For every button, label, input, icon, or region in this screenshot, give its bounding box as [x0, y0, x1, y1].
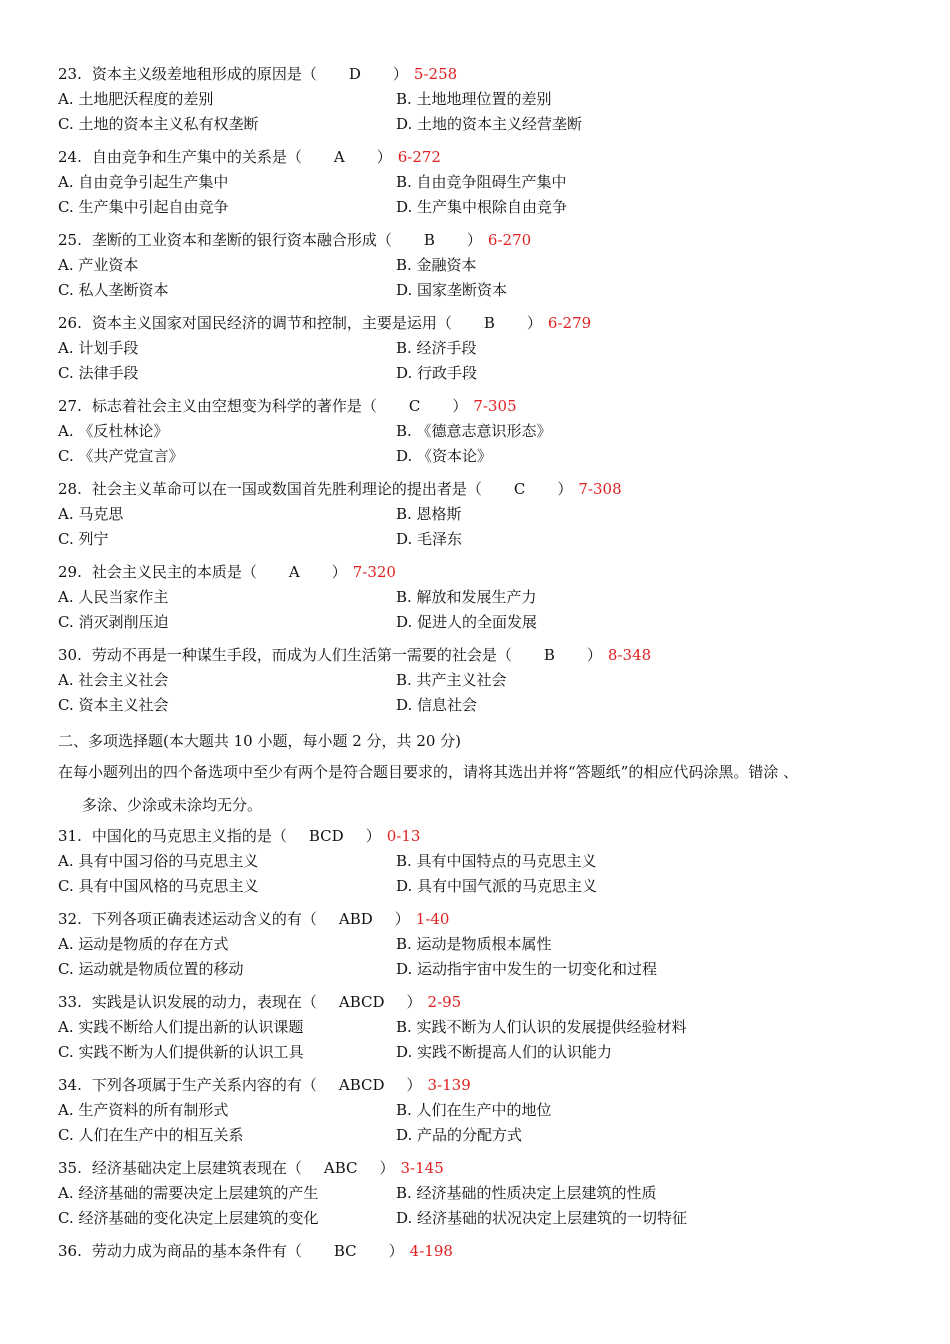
- option-b: B. 经济手段: [396, 339, 477, 357]
- question: [58, 394, 928, 469]
- close-paren: ）: [365, 827, 381, 845]
- option-row: [58, 1098, 928, 1123]
- close-paren: ）: [392, 65, 408, 83]
- option-b: B. 解放和发展生产力: [396, 588, 537, 606]
- close-paren: ）: [452, 397, 468, 415]
- option-row: [58, 1181, 928, 1206]
- option-row: [58, 444, 928, 469]
- answer-letter: B: [543, 646, 555, 664]
- option-b: B. 实践不断为人们认识的发展提供经验材料: [396, 1018, 687, 1036]
- page-reference: 5-258: [413, 65, 458, 83]
- option-row: [58, 278, 928, 303]
- close-paren: ）: [388, 1242, 404, 1260]
- page-reference: 4-198: [409, 1242, 453, 1260]
- question-text: 下列各项正确表述运动含义的有（: [91, 910, 317, 928]
- option-b: B. 具有中国特点的马克思主义: [396, 852, 597, 870]
- close-paren: ）: [406, 993, 422, 1011]
- question-text: 垄断的工业资本和垄断的银行资本融合形成（: [91, 231, 392, 249]
- option-c: C. 经济基础的变化决定上层建筑的变化: [58, 1209, 319, 1227]
- option-a: A. 运动是物质的存在方式: [58, 935, 229, 953]
- single-choice-list: [58, 62, 928, 718]
- page-reference: 2-95: [427, 993, 462, 1011]
- question-text: 社会主义民主的本质是（: [91, 563, 257, 581]
- question-stem: [58, 311, 928, 336]
- option-a: A. 社会主义社会: [58, 671, 169, 689]
- question: [58, 1156, 928, 1231]
- question: [58, 560, 928, 635]
- option-row: [58, 874, 928, 899]
- page-reference: 6-272: [397, 148, 441, 166]
- option-row: [58, 502, 928, 527]
- question-number: 29.: [58, 563, 82, 581]
- answer-letter: ABC: [323, 1159, 358, 1177]
- question-stem: [58, 1156, 928, 1181]
- option-row: [58, 849, 928, 874]
- question-number: 24.: [58, 148, 82, 166]
- page-reference: 3-145: [400, 1159, 444, 1177]
- option-c: C. 《共产党宣言》: [58, 447, 184, 465]
- option-row: [58, 668, 928, 693]
- question-text: 自由竞争和生产集中的关系是（: [91, 148, 302, 166]
- close-paren: ）: [331, 563, 347, 581]
- question: [58, 907, 928, 982]
- question-number: 33.: [58, 993, 82, 1011]
- option-c: C. 生产集中引起自由竞争: [58, 198, 229, 216]
- option-c: C. 资本主义社会: [58, 696, 169, 714]
- answer-letter: ABD: [338, 910, 373, 928]
- question-number: 36.: [58, 1242, 82, 1260]
- answer-letter: D: [348, 65, 361, 83]
- option-c: C. 消灭剥削压迫: [58, 613, 169, 631]
- option-b: B. 金融资本: [396, 256, 477, 274]
- answer-letter: A: [288, 563, 300, 581]
- page-reference: 6-279: [547, 314, 592, 332]
- page-reference: 1-40: [415, 910, 450, 928]
- option-d: D. 《资本论》: [396, 447, 493, 465]
- answer-letter: C: [408, 397, 421, 415]
- question-number: 25.: [58, 231, 82, 249]
- option-a: A. 计划手段: [58, 339, 139, 357]
- option-row: [58, 112, 928, 137]
- question-stem: [58, 824, 928, 849]
- close-paren: ）: [406, 1076, 422, 1094]
- close-paren: ）: [557, 480, 573, 498]
- question-stem: [58, 560, 928, 585]
- option-row: [58, 253, 928, 278]
- option-b: B. 自由竞争阻碍生产集中: [396, 173, 567, 191]
- option-row: [58, 195, 928, 220]
- option-row: [58, 610, 928, 635]
- option-d: D. 具有中国气派的马克思主义: [396, 877, 598, 895]
- option-row: [58, 1123, 928, 1148]
- option-d: D. 土地的资本主义经营垄断: [396, 115, 583, 133]
- option-b: B. 恩格斯: [396, 505, 462, 523]
- exam-document: [58, 62, 928, 1272]
- multi-choice-list: [58, 824, 928, 1264]
- option-b: B. 《德意志意识形态》: [396, 422, 552, 440]
- option-a: A. 《反杜林论》: [58, 422, 169, 440]
- option-a: A. 产业资本: [58, 256, 139, 274]
- option-row: [58, 1015, 928, 1040]
- option-row: [58, 87, 928, 112]
- option-a: A. 土地肥沃程度的差别: [58, 90, 214, 108]
- option-b: B. 人们在生产中的地位: [396, 1101, 552, 1119]
- question-text: 经济基础决定上层建筑表现在（: [91, 1159, 302, 1177]
- question-number: 31.: [58, 827, 82, 845]
- option-row: [58, 361, 928, 386]
- question: [58, 643, 928, 718]
- answer-letter: ABCD: [338, 1076, 385, 1094]
- question-text: 劳动不再是一种谋生手段，而成为人们生活第一需要的社会是（: [91, 646, 512, 664]
- question: [58, 824, 928, 899]
- question-number: 30.: [58, 646, 82, 664]
- question-text: 实践是认识发展的动力，表现在（: [91, 993, 317, 1011]
- answer-letter: BC: [333, 1242, 357, 1260]
- question-stem: [58, 228, 928, 253]
- option-row: [58, 419, 928, 444]
- option-c: C. 具有中国风格的马克思主义: [58, 877, 259, 895]
- option-c: C. 土地的资本主义私有权垄断: [58, 115, 259, 133]
- question-stem: [58, 62, 928, 87]
- question-number: 23.: [58, 65, 82, 83]
- question: [58, 990, 928, 1065]
- question: [58, 228, 928, 303]
- option-d: D. 运动指宇宙中发生的一切变化和过程: [396, 960, 658, 978]
- question-number: 28.: [58, 480, 82, 498]
- question-stem: [58, 1073, 928, 1098]
- option-a: A. 人民当家作主: [58, 588, 169, 606]
- option-d: D. 产品的分配方式: [396, 1126, 523, 1144]
- option-b: B. 经济基础的性质决定上层建筑的性质: [396, 1184, 657, 1202]
- option-row: [58, 336, 928, 361]
- option-a: A. 生产资料的所有制形式: [58, 1101, 229, 1119]
- close-paren: ）: [376, 148, 392, 166]
- option-c: C. 列宁: [58, 530, 109, 548]
- option-d: D. 促进人的全面发展: [396, 613, 538, 631]
- close-paren: ）: [466, 231, 482, 249]
- question: [58, 1073, 928, 1148]
- close-paren: ）: [379, 1159, 395, 1177]
- question: [58, 62, 928, 137]
- question-number: 26.: [58, 314, 82, 332]
- question-text: 资本主义国家对国民经济的调节和控制，主要是运用（: [91, 314, 452, 332]
- close-paren: ）: [526, 314, 542, 332]
- question-stem: [58, 643, 928, 668]
- instructions-line-2: 多涂、少涂或未涂均无分。: [82, 796, 263, 814]
- option-d: D. 毛泽东: [396, 530, 463, 548]
- option-d: D. 信息社会: [396, 696, 478, 714]
- page-reference: 7-305: [473, 397, 517, 415]
- answer-letter: ABCD: [338, 993, 385, 1011]
- question-stem: [58, 907, 928, 932]
- page-reference: 7-308: [578, 480, 622, 498]
- question-number: 35.: [58, 1159, 82, 1177]
- answer-letter: B: [423, 231, 435, 249]
- question-stem: [58, 1239, 928, 1264]
- question-stem: [58, 477, 928, 502]
- section-title: 二、多项选择题(本大题共 10 小题，每小题 2 分，共 20 分): [58, 732, 462, 750]
- option-d: D. 行政手段: [396, 364, 478, 382]
- option-row: [58, 932, 928, 957]
- option-a: A. 马克思: [58, 505, 124, 523]
- page-reference: 7-320: [352, 563, 396, 581]
- question-text: 标志着社会主义由空想变为科学的著作是（: [91, 397, 377, 415]
- option-b: B. 运动是物质根本属性: [396, 935, 552, 953]
- option-b: B. 共产主义社会: [396, 671, 507, 689]
- option-c: C. 实践不断为人们提供新的认识工具: [58, 1043, 304, 1061]
- question-number: 27.: [58, 397, 82, 415]
- option-c: C. 人们在生产中的相互关系: [58, 1126, 244, 1144]
- answer-letter: B: [483, 314, 495, 332]
- question: [58, 145, 928, 220]
- option-a: A. 自由竞争引起生产集中: [58, 173, 229, 191]
- option-a: A. 经济基础的需要决定上层建筑的产生: [58, 1184, 319, 1202]
- option-row: [58, 693, 928, 718]
- option-b: B. 土地地理位置的差别: [396, 90, 552, 108]
- option-c: C. 运动就是物质位置的移动: [58, 960, 244, 978]
- option-row: [58, 1040, 928, 1065]
- instructions-line-1: 在每小题列出的四个备选项中至少有两个是符合题目要求的，请将其选出并将“答题纸”的相应代码涂黑。错涂 、: [58, 763, 799, 781]
- option-row: [58, 527, 928, 552]
- page-reference: 8-348: [607, 646, 652, 664]
- question-number: 34.: [58, 1076, 82, 1094]
- option-a: A. 具有中国习俗的马克思主义: [58, 852, 259, 870]
- option-row: [58, 585, 928, 610]
- page-reference: 6-270: [487, 231, 532, 249]
- option-row: [58, 170, 928, 195]
- question-number: 32.: [58, 910, 82, 928]
- answer-letter: A: [333, 148, 345, 166]
- question-text: 劳动力成为商品的基本条件有（: [91, 1242, 302, 1260]
- option-d: D. 国家垄断资本: [396, 281, 508, 299]
- question: [58, 477, 928, 552]
- question: [58, 1239, 928, 1264]
- question: [58, 311, 928, 386]
- question-stem: [58, 394, 928, 419]
- instructions: [58, 760, 928, 818]
- question-text: 资本主义级差地租形成的原因是（: [91, 65, 317, 83]
- option-d: D. 实践不断提高人们的认识能力: [396, 1043, 613, 1061]
- option-c: C. 私人垄断资本: [58, 281, 169, 299]
- question-text: 下列各项属于生产关系内容的有（: [91, 1076, 317, 1094]
- answer-letter: BCD: [308, 827, 344, 845]
- option-row: [58, 1206, 928, 1231]
- question-stem: [58, 145, 928, 170]
- question-text: 中国化的马克思主义指的是（: [91, 827, 287, 845]
- option-c: C. 法律手段: [58, 364, 139, 382]
- close-paren: ）: [394, 910, 410, 928]
- option-row: [58, 957, 928, 982]
- page-reference: 3-139: [427, 1076, 471, 1094]
- page-reference: 0-13: [386, 827, 421, 845]
- question-stem: [58, 990, 928, 1015]
- option-d: D. 生产集中根除自由竞争: [396, 198, 568, 216]
- answer-letter: C: [513, 480, 526, 498]
- option-d: D. 经济基础的状况决定上层建筑的一切特征: [396, 1209, 688, 1227]
- option-a: A. 实践不断给人们提出新的认识课题: [58, 1018, 304, 1036]
- close-paren: ）: [586, 646, 602, 664]
- question-text: 社会主义革命可以在一国或数国首先胜利理论的提出者是（: [91, 480, 482, 498]
